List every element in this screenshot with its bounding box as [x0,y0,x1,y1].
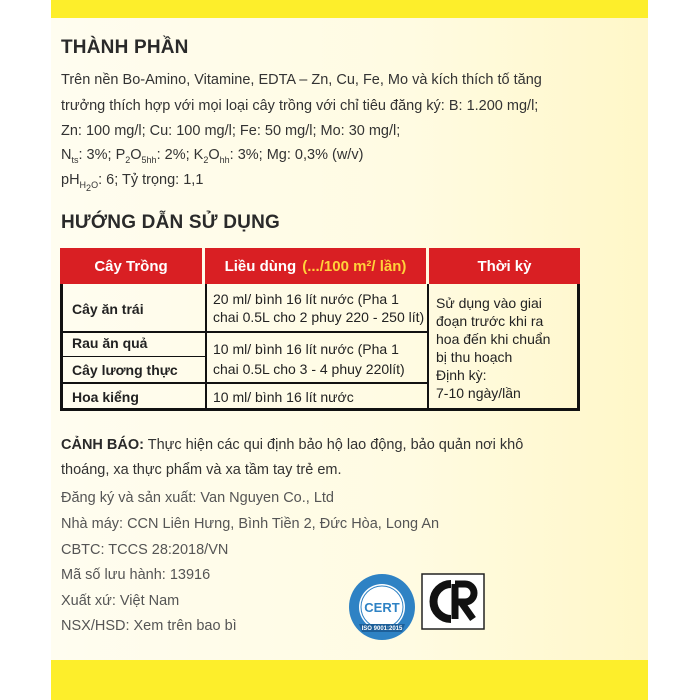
info-registration: Mã số lưu hành: 13916 [61,567,211,583]
header-dose: Liều dùng (.../100 m²/ lần) [205,248,426,284]
top-yellow-band [51,0,648,18]
dose-row-1-line-2: chai 0.5L cho 2 phuy 220 - 250 lít) [213,309,425,325]
info-producer: Đăng ký và sản xuất: Van Nguyen Co., Ltd [61,490,334,506]
period-line-6: 7-10 ngày/lần [436,385,521,401]
table-border-left [60,284,63,411]
ingredients-line-3: Zn: 100 mg/l; Cu: 100 mg/l; Fe: 50 mg/l; Mo: 30 mg/l; [61,123,401,139]
period-line-1: Sử dụng vào giai [436,295,542,311]
table-divider-col1 [205,284,207,410]
period-line-5: Định kỳ: [436,367,487,383]
crop-row-1: Cây ăn trái [72,301,144,317]
dose-row-1-line-1: 20 ml/ bình 16 lít nước (Pha 1 [213,291,399,307]
info-expiry: NSX/HSD: Xem trên bao bì [61,618,237,634]
table-divider-row3 [60,382,428,384]
table-border-bottom [60,408,580,411]
period-line-4: bị thu hoạch [436,349,513,365]
iso-certification-logo [347,572,417,642]
table-border-right [577,284,580,411]
warning-line-2: thoáng, xa thực phẩm và xa tầm tay trẻ em. [61,462,342,478]
warning-label: CẢNH BÁO: [61,437,144,453]
ingredients-title: THÀNH PHẦN [61,37,189,58]
ingredients-line-2: trưởng thích hợp với mọi loại cây trồng với chỉ tiêu đăng ký: B: 1.200 mg/l; [61,98,539,114]
crop-row-2: Rau ăn quả [72,335,148,351]
info-standard: CBTC: TCCS 28:2018/VN [61,542,229,558]
header-period: Thời kỳ [429,248,580,284]
ingredients-ph-line: $pH_{H_2O}$: 6; Tỷ trọng: 1,1 [61,172,204,193]
table-divider-row2 [60,356,206,357]
bottom-yellow-band [51,660,648,700]
usage-title: HƯỚNG DẪN SỬ DỤNG [61,212,280,233]
cert-iso-text: ISO 9001:2015 [361,626,403,632]
table-divider-col2 [427,284,429,410]
dose-row-2-line-2: chai 0.5L cho 3 - 4 phuy 220lít) [213,361,405,377]
table-divider-row1 [60,331,428,333]
info-factory: Nhà máy: CCN Liên Hưng, Bình Tiền 2, Đức Hòa, Long An [61,516,440,532]
dose-row-3: 10 ml/ bình 16 lít nước [213,389,354,405]
ingredients-npk-line: $N_{ts}$: 3%; $P_2O_{5hh}$: 2%; $K_2O_{hh}$: 3%; Mg: 0,3% (w/v) [61,147,364,165]
usage-table [60,248,580,411]
ingredients-line-1: Trên nền Bo-Amino, Vitamine, EDTA – Zn, Cu, Fe, Mo và kích thích tố tăng [61,72,542,88]
period-line-2: đoạn trước khi ra [436,313,544,329]
period-line-3: hoa đến khi chuẩn [436,331,551,347]
crop-row-3: Cây lương thực [72,362,178,378]
dose-row-2-line-1: 10 ml/ bình 16 lít nước (Pha 1 [213,341,399,357]
crop-row-4: Hoa kiểng [72,389,139,405]
header-crop: Cây Trồng [60,248,202,284]
info-origin: Xuất xứ: Việt Nam [61,593,180,609]
cr-conformity-logo [421,573,485,630]
cert-main-text: CERT [364,600,400,615]
warning-line-1: CẢNH BÁO: Thực hiện các qui định bảo hộ lao động, bảo quản nơi khô [61,437,524,453]
